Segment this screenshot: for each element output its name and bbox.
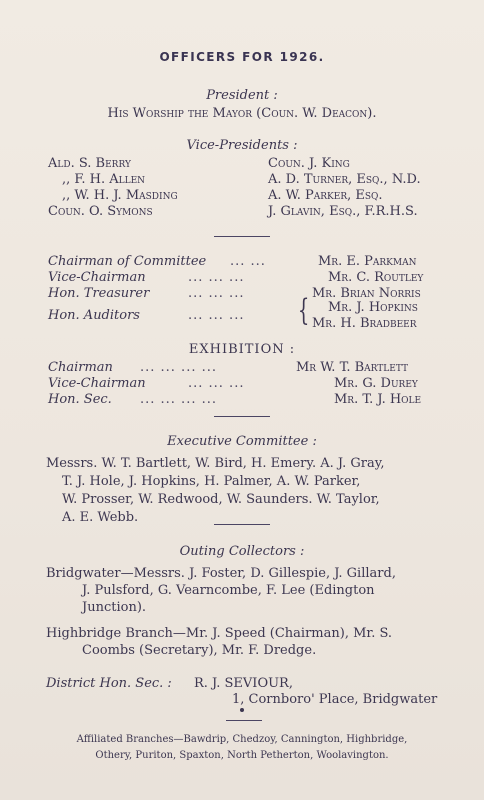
vice-president-right-3: A. W. Parker, Esq. xyxy=(268,188,383,203)
leader-dots: ... ... ... xyxy=(188,270,245,285)
outing-bridgwater-line: Bridgwater—Messrs. J. Foster, D. Gillespie, J. Gillard, xyxy=(46,566,396,581)
vice-president-right-1: Coun. J. King xyxy=(268,156,350,171)
outing-highbridge-line: Highbridge Branch—Mr. J. Speed (Chairman), Mr. S. xyxy=(46,626,393,641)
leader-dots: ... ... ... ... xyxy=(140,392,217,407)
president-name: His Worship the Mayor (Coun. W. Deacon). xyxy=(107,106,377,121)
executive-line: W. Prosser, W. Redwood, W. Saunders. W. Taylor, xyxy=(62,492,380,507)
exhibition-role: Chairman xyxy=(48,360,113,375)
leader-dots: ... ... ... xyxy=(188,376,245,391)
divider xyxy=(226,720,262,721)
outing-highbridge-line: Coombs (Secretary), Mr. F. Dredge. xyxy=(82,643,317,658)
exhibition-heading: EXHIBITION : xyxy=(188,342,296,357)
committee-role: Hon. Auditors xyxy=(48,308,140,323)
leader-dots: ... ... xyxy=(230,254,266,269)
exhibition-role: Vice-Chairman xyxy=(48,376,146,391)
vice-president-right-2: A. D. Turner, Esq., N.D. xyxy=(268,172,421,187)
outing-bridgwater-line: J. Pulsford, G. Vearncombe, F. Lee (Edington xyxy=(82,583,375,598)
exhibition-name: Mr. T. J. Hole xyxy=(334,392,422,407)
divider xyxy=(214,416,270,417)
committee-name: Mr. E. Parkman xyxy=(318,254,417,269)
affiliated-line: Othery, Puriton, Spaxton, North Petherton, Woolavington. xyxy=(95,750,389,761)
executive-line: T. J. Hole, J. Hopkins, H. Palmer, A. W. Parker, xyxy=(62,474,361,489)
vice-president-left-2: ,, F. H. Allen xyxy=(62,172,146,187)
affiliated-line: Affiliated Branches—Bawdrip, Chedzoy, Cannington, Highbridge, xyxy=(76,734,408,745)
vice-president-right-4: J. Glavin, Esq., F.R.H.S. xyxy=(268,204,418,219)
committee-role: Chairman of Committee xyxy=(48,254,207,269)
exhibition-name: Mr. G. Durey xyxy=(334,376,418,391)
vice-president-left-3: ,, W. H. J. Masding xyxy=(62,188,178,203)
exhibition-role: Hon. Sec. xyxy=(48,392,112,407)
divider xyxy=(214,524,270,525)
executive-line: Messrs. W. T. Bartlett, W. Bird, H. Emery. A. J. Gray, xyxy=(46,456,385,471)
page-title: OFFICERS FOR 1926. xyxy=(159,50,325,64)
divider xyxy=(214,236,270,237)
committee-role: Hon. Treasurer xyxy=(48,286,150,301)
district-name: R. J. SEVIOUR, xyxy=(194,676,293,691)
committee-name: Mr. C. Routley xyxy=(328,270,424,285)
ornament-dot xyxy=(240,708,244,712)
leader-dots: ... ... ... ... xyxy=(140,360,217,375)
auditors-brace: { xyxy=(297,293,310,328)
executive-line: A. E. Webb. xyxy=(62,510,139,525)
district-address: 1, Cornboro' Place, Bridgwater xyxy=(232,692,438,707)
exhibition-name: Mr W. T. Bartlett xyxy=(296,360,408,375)
committee-name: Mr. J. Hopkins xyxy=(328,300,418,315)
vice-president-left-1: Ald. S. Berry xyxy=(48,156,131,171)
district-label: District Hon. Sec. : xyxy=(46,676,172,691)
vice-presidents-heading: Vice-Presidents : xyxy=(186,138,298,153)
leader-dots: ... ... ... xyxy=(188,286,245,301)
president-heading: President : xyxy=(206,88,278,103)
committee-role: Vice-Chairman xyxy=(48,270,146,285)
committee-name: Mr. H. Bradbeer xyxy=(312,316,417,331)
committee-name: Mr. Brian Norris xyxy=(312,286,421,301)
vice-president-left-4: Coun. O. Symons xyxy=(48,204,153,219)
outing-heading: Outing Collectors : xyxy=(179,544,305,559)
leader-dots: ... ... ... xyxy=(188,308,245,323)
outing-bridgwater-line: Junction). xyxy=(82,600,147,615)
executive-heading: Executive Committee : xyxy=(167,434,317,449)
